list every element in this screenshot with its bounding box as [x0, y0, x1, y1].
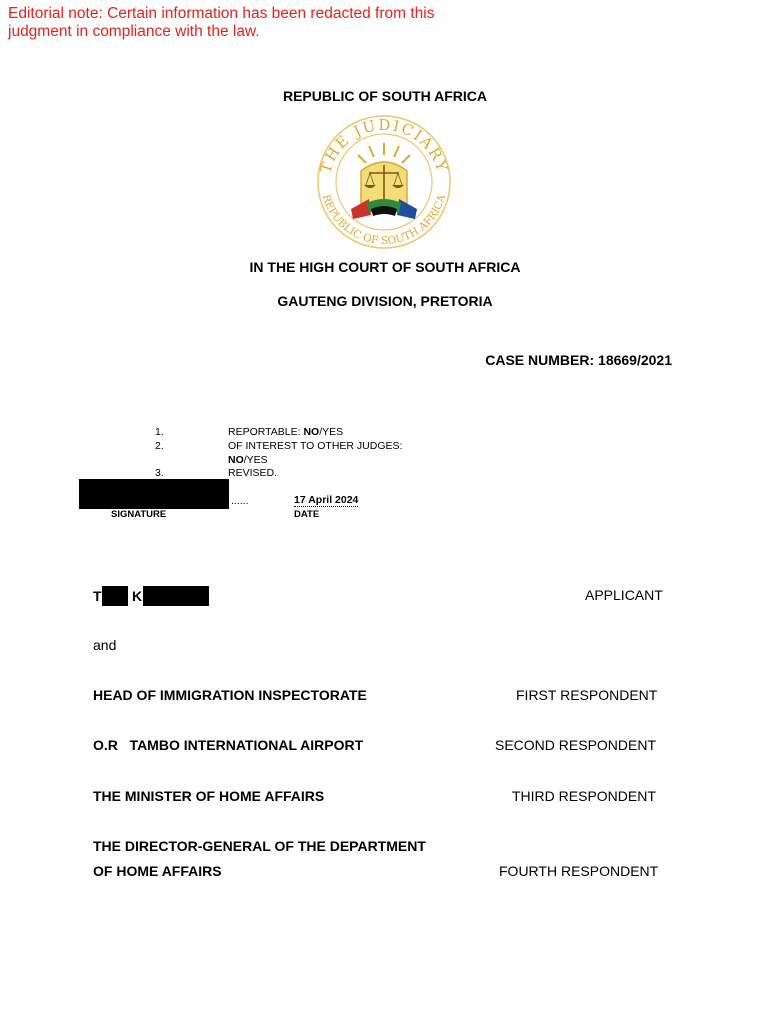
checklist-number-3: 3.: [155, 467, 164, 479]
seal-top-text: THE JUDICIARY: [316, 115, 452, 176]
judiciary-seal-graphic: [311, 113, 457, 251]
applicant-redaction-2: [143, 586, 209, 606]
case-number: CASE NUMBER: 18669/2021: [485, 352, 672, 368]
signature-redaction: [79, 479, 229, 509]
signature-dots: ......: [231, 495, 249, 507]
checklist-item-reportable: REPORTABLE: NO/YES: [228, 426, 344, 438]
first-respondent-role: FIRST RESPONDENT: [516, 687, 658, 703]
third-respondent-role: THIRD RESPONDENT: [512, 788, 656, 804]
applicant-name: T: [93, 588, 102, 604]
seal-bottom-text: REPUBLIC OF SOUTH AFRICA: [319, 193, 449, 248]
and-connector: and: [93, 637, 117, 653]
second-respondent-name: O.R TAMBO INTERNATIONAL AIRPORT: [93, 737, 364, 753]
applicant-name-initial-2: K: [132, 588, 143, 604]
fourth-respondent-name-line-2: OF HOME AFFAIRS: [93, 863, 222, 879]
division-heading: GAUTENG DIVISION, PRETORIA: [277, 293, 493, 309]
judiciary-seal: [311, 113, 457, 251]
editorial-note-line-2: judgment in compliance with the law.: [8, 23, 260, 40]
fourth-respondent-role: FOURTH RESPONDENT: [499, 863, 659, 879]
editorial-note: [8, 5, 498, 41]
editorial-note-line-1: Editorial note: Certain information has been redacted from this: [8, 5, 435, 22]
date-label: DATE: [294, 509, 320, 520]
country-heading: REPUBLIC OF SOUTH AFRICA: [282, 88, 488, 104]
applicant-redaction-1: [102, 586, 128, 606]
third-respondent-name: THE MINISTER OF HOME AFFAIRS: [93, 788, 325, 804]
checklist-item-revised: REVISED.: [228, 467, 278, 479]
checklist-number-1: 1.: [155, 426, 164, 438]
second-respondent-role: SECOND RESPONDENT: [495, 737, 657, 753]
court-heading: IN THE HIGH COURT OF SOUTH AFRICA: [249, 259, 521, 275]
signature-label: SIGNATURE: [111, 509, 167, 520]
first-respondent-name: HEAD OF IMMIGRATION INSPECTORATE: [93, 687, 367, 703]
checklist-number-2: 2.: [155, 440, 164, 452]
applicant-role: APPLICANT: [585, 587, 663, 603]
checklist-item-interest: OF INTEREST TO OTHER JUDGES: NO/YES: [228, 440, 403, 466]
fourth-respondent-name-line-1: THE DIRECTOR-GENERAL OF THE DEPARTMENT: [93, 838, 426, 854]
judgment-date: 17 April 2024: [294, 494, 359, 506]
